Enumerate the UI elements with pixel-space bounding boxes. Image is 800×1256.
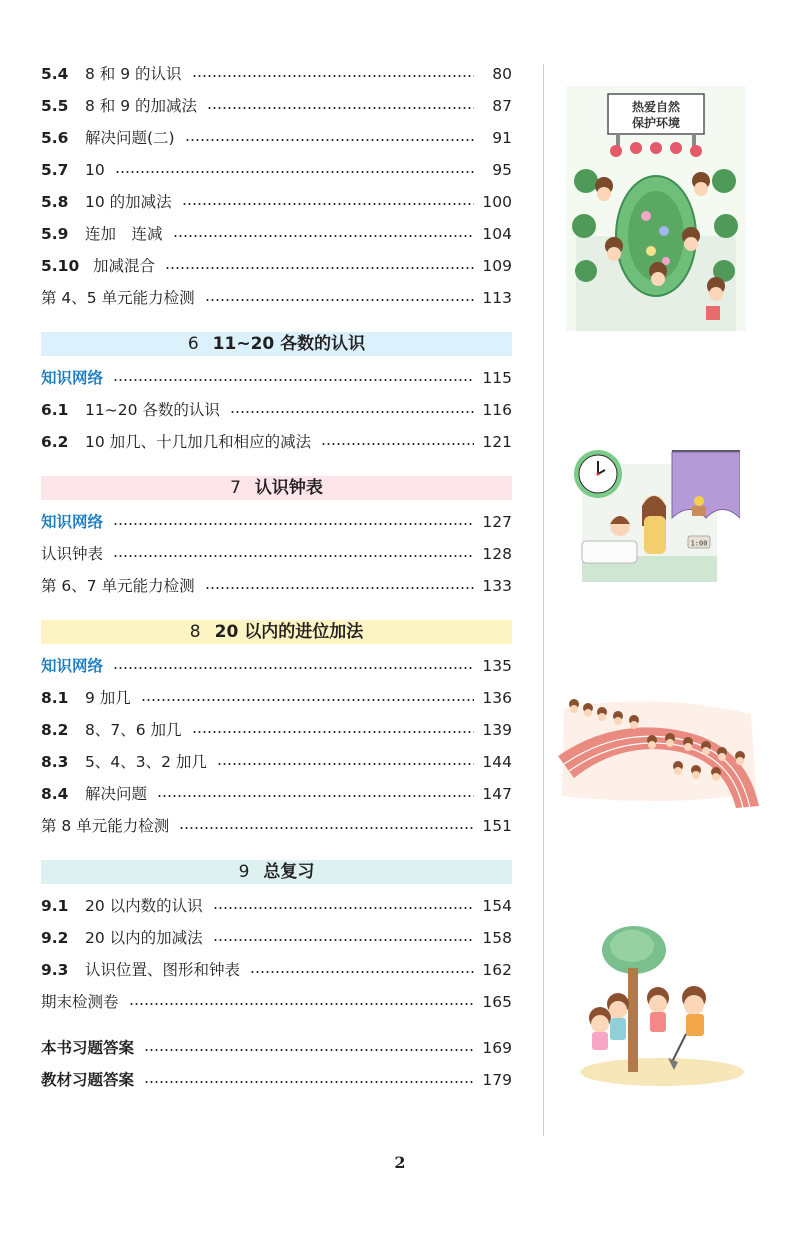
dot-leader (230, 411, 474, 413)
entry-title: 10 的加减法 (85, 193, 172, 211)
entry-title: 第 8 单元能力检测 (41, 817, 170, 835)
entry-page: 128 (482, 545, 512, 563)
entry-number: 9.1 (41, 897, 69, 915)
toc-entry[interactable] (41, 570, 512, 602)
entry-title: 知识网络 (41, 513, 104, 531)
toc-entry[interactable] (41, 922, 512, 954)
table-of-contents (41, 58, 512, 1096)
entry-title: 10 加几、十几加几和相应的减法 (85, 433, 312, 451)
toc-entry[interactable] (41, 58, 512, 90)
dot-leader (182, 203, 474, 205)
entry-title: 教材习题答案 (41, 1071, 135, 1089)
dot-leader (213, 907, 474, 909)
entry-number: 5.4 (41, 65, 69, 83)
entry-number: 5.6 (41, 129, 69, 147)
toc-entry[interactable] (41, 746, 512, 778)
entry-page: 127 (482, 513, 512, 531)
entry-title: 本书习题答案 (41, 1039, 135, 1057)
entry-title: 10 (85, 161, 105, 179)
dot-leader (207, 107, 474, 109)
dot-leader (185, 139, 474, 141)
entry-number: 9.3 (41, 961, 69, 979)
entry-page: 109 (482, 257, 512, 275)
toc-entry[interactable] (41, 650, 512, 682)
chapter-9-header[interactable] (41, 860, 512, 884)
dot-leader (115, 171, 474, 173)
dot-leader (144, 1081, 474, 1083)
entry-page: 133 (482, 577, 512, 595)
running-track-illustration (556, 696, 759, 808)
tree-planting-illustration (574, 922, 750, 1088)
entry-page: 115 (482, 369, 512, 387)
entry-page: 91 (492, 129, 512, 147)
entry-number: 5.8 (41, 193, 69, 211)
entry-page: 121 (482, 433, 512, 451)
dot-leader (113, 379, 474, 381)
toc-entry[interactable] (41, 362, 512, 394)
entry-number: 8.1 (41, 689, 69, 707)
dot-leader (113, 667, 474, 669)
toc-entry[interactable] (41, 954, 512, 986)
chapter-number: 6 (187, 334, 199, 354)
chapter-title: 11~20 各数的认识 (212, 334, 366, 354)
toc-entry[interactable] (41, 714, 512, 746)
entry-title: 20 以内的加减法 (85, 929, 203, 947)
toc-entry[interactable] (41, 250, 512, 282)
toc-entry[interactable] (41, 186, 512, 218)
page-number: 2 (394, 1153, 406, 1172)
entry-page: 87 (492, 97, 512, 115)
spacer (41, 1018, 512, 1032)
entry-page: 113 (482, 289, 512, 307)
entry-title: 知识网络 (41, 657, 104, 675)
dot-leader (179, 827, 474, 829)
entry-page: 116 (482, 401, 512, 419)
entry-page: 100 (482, 193, 512, 211)
sign-text-line2: 保护环境 (631, 116, 681, 130)
entry-title: 8、7、6 加几 (85, 721, 182, 739)
entry-title: 解决问题(二) (85, 129, 175, 147)
entry-title: 解决问题 (85, 785, 148, 803)
dot-leader (144, 1049, 474, 1051)
entry-title: 第 4、5 单元能力检测 (41, 289, 195, 307)
entry-page: 165 (482, 993, 512, 1011)
entry-number: 9.2 (41, 929, 69, 947)
toc-entry[interactable] (41, 1032, 512, 1064)
sign-text-line1: 热爱自然 (631, 100, 681, 114)
entry-page: 136 (482, 689, 512, 707)
dot-leader (157, 795, 474, 797)
dot-leader (129, 1003, 474, 1005)
chapter-number: 8 (189, 622, 201, 642)
column-divider (543, 64, 544, 1136)
dot-leader (217, 763, 474, 765)
toc-entry[interactable] (41, 986, 512, 1018)
chapter-title: 总复习 (263, 862, 315, 882)
entry-title: 期末检测卷 (41, 993, 119, 1011)
entry-number: 5.10 (41, 257, 80, 275)
entry-title: 9 加几 (85, 689, 131, 707)
entry-title: 5、4、3、2 加几 (85, 753, 207, 771)
chapter-6-header[interactable] (41, 332, 512, 356)
toc-entry[interactable] (41, 890, 512, 922)
entry-page: 154 (482, 897, 512, 915)
dot-leader (205, 299, 474, 301)
dot-leader (205, 587, 474, 589)
toc-entry[interactable] (41, 810, 512, 842)
entry-number: 5.7 (41, 161, 69, 179)
entry-number: 5.5 (41, 97, 69, 115)
entry-title: 8 和 9 的加减法 (85, 97, 198, 115)
toc-entry[interactable] (41, 426, 512, 458)
entry-title: 认识位置、图形和钟表 (85, 961, 241, 979)
toc-entry[interactable] (41, 506, 512, 538)
entry-number: 6.2 (41, 433, 69, 451)
dot-leader (113, 523, 474, 525)
dot-leader (192, 75, 474, 77)
entry-number: 6.1 (41, 401, 69, 419)
toc-entry[interactable] (41, 218, 512, 250)
chapter-title: 认识钟表 (254, 478, 323, 498)
dot-leader (173, 235, 474, 237)
entry-page: 80 (492, 65, 512, 83)
entry-page: 151 (482, 817, 512, 835)
entry-title: 20 以内数的认识 (85, 897, 203, 915)
entry-number: 8.4 (41, 785, 69, 803)
toc-entry[interactable] (41, 154, 512, 186)
clock-room-illustration (572, 446, 740, 582)
entry-page: 162 (482, 961, 512, 979)
chapter-7-header[interactable] (41, 476, 512, 500)
garden-illustration (566, 86, 746, 331)
toc-entry[interactable] (41, 538, 512, 570)
dot-leader (141, 699, 474, 701)
entry-page: 147 (482, 785, 512, 803)
entry-number: 5.9 (41, 225, 69, 243)
entry-title: 加减混合 (93, 257, 156, 275)
dot-leader (213, 939, 474, 941)
toc-entry[interactable] (41, 778, 512, 810)
dot-leader (321, 443, 474, 445)
toc-entry[interactable] (41, 122, 512, 154)
entry-page: 135 (482, 657, 512, 675)
toc-entry[interactable] (41, 1064, 512, 1096)
toc-entry[interactable] (41, 282, 512, 314)
entry-page: 169 (482, 1039, 512, 1057)
entry-number: 8.3 (41, 753, 69, 771)
toc-entry[interactable] (41, 682, 512, 714)
dot-leader (192, 731, 474, 733)
dot-leader (250, 971, 474, 973)
entry-page: 104 (482, 225, 512, 243)
entry-title: 8 和 9 的认识 (85, 65, 182, 83)
dot-leader (113, 555, 474, 557)
chapter-number: 9 (238, 862, 250, 882)
entry-page: 158 (482, 929, 512, 947)
entry-page: 95 (492, 161, 512, 179)
entry-title: 知识网络 (41, 369, 104, 387)
chapter-8-header[interactable] (41, 620, 512, 644)
entry-page: 139 (482, 721, 512, 739)
dot-leader (165, 267, 474, 269)
alarm-clock-time: 1:00 (690, 539, 708, 548)
entry-title: 11~20 各数的认识 (85, 401, 220, 419)
entry-page: 144 (482, 753, 512, 771)
entry-title: 认识钟表 (41, 545, 104, 563)
toc-entry[interactable] (41, 90, 512, 122)
chapter-title: 20 以内的进位加法 (214, 622, 364, 642)
entry-title: 连加 连减 (85, 225, 163, 243)
chapter-number: 7 (230, 478, 241, 498)
entry-page: 179 (482, 1071, 512, 1089)
entry-number: 8.2 (41, 721, 69, 739)
toc-entry[interactable] (41, 394, 512, 426)
entry-title: 第 6、7 单元能力检测 (41, 577, 195, 595)
